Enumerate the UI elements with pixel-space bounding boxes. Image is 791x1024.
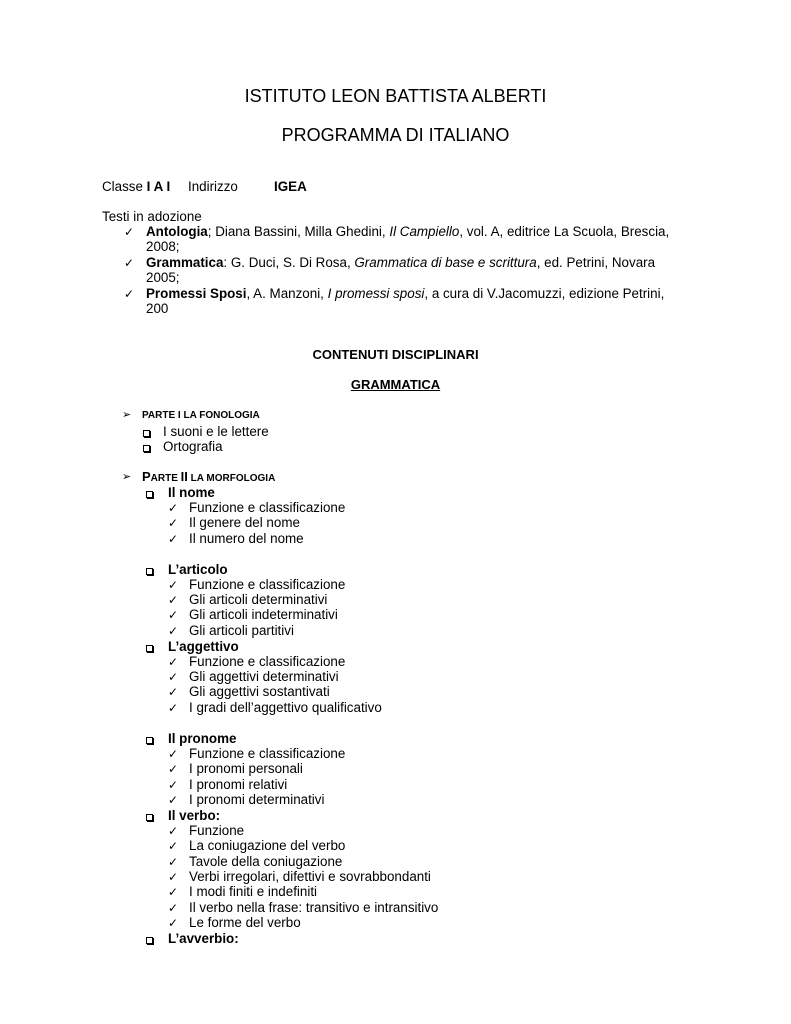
section-title: L’articolo: [168, 562, 228, 577]
list-item: Gli aggettivi determinativi: [189, 669, 339, 684]
part1-label: PARTE I LA FONOLOGIA: [142, 410, 260, 421]
list-item: Funzione e classificazione: [189, 654, 346, 669]
list-item: I gradi dell’aggettivo qualificativo: [189, 700, 382, 715]
square-bullet-icon: [146, 814, 153, 821]
arrow-bullet-icon: ➢: [122, 471, 132, 483]
checkmark-icon: ✓: [168, 778, 179, 792]
checkmark-icon: ✓: [168, 839, 179, 853]
checkmark-icon: ✓: [168, 593, 179, 607]
text-item-title: Grammatica: [146, 255, 224, 270]
square-bullet-icon: [146, 491, 153, 498]
class-value: I A I: [146, 179, 171, 194]
checkmark-icon: ✓: [168, 824, 179, 838]
list-item: Funzione e classificazione: [189, 577, 346, 592]
section-title: Il verbo:: [168, 808, 221, 823]
square-bullet-icon: [146, 937, 153, 944]
text-item-year: 2008;: [146, 239, 180, 254]
list-item: Funzione e classificazione: [189, 500, 346, 515]
checkmark-icon: ✓: [124, 287, 135, 301]
checkmark-icon: ✓: [168, 916, 179, 930]
text-item-authors: ; Diana Bassini, Milla Ghedini,: [207, 224, 390, 239]
square-bullet-icon: [146, 737, 153, 744]
checkmark-icon: ✓: [168, 870, 179, 884]
checkmark-icon: ✓: [168, 532, 179, 546]
text-item-book: Grammatica di base e scrittura: [354, 255, 537, 270]
address-label: Indirizzo: [188, 179, 238, 194]
arrow-bullet-icon: ➢: [122, 409, 132, 421]
text-item-book: I promessi sposi: [327, 286, 425, 301]
square-bullet-icon: [146, 568, 153, 575]
address-value: IGEA: [274, 179, 307, 194]
class-label: Classe: [102, 179, 143, 194]
part2-label-rest: LA MORFOLOGIA: [187, 473, 276, 484]
section-title: Il nome: [168, 485, 215, 500]
square-bullet-icon: [143, 430, 150, 437]
list-item: Verbi irregolari, difettivi e sovrabbondanti: [189, 869, 431, 884]
checkmark-icon: ✓: [124, 256, 135, 270]
checkmark-icon: ✓: [168, 747, 179, 761]
part2-label: [142, 469, 275, 484]
list-item: I suoni e le lettere: [163, 424, 269, 439]
section-title: L’aggettivo: [168, 639, 239, 654]
contents-heading: CONTENUTI DISCIPLINARI: [312, 347, 479, 362]
square-bullet-icon: [143, 445, 150, 452]
list-item: Funzione: [189, 823, 245, 838]
checkmark-icon: ✓: [168, 885, 179, 899]
text-item-publisher: , vol. A, editrice La Scuola, Brescia,: [459, 224, 670, 239]
checkmark-icon: ✓: [168, 670, 179, 684]
checkmark-icon: ✓: [168, 685, 179, 699]
institute-title: ISTITUTO LEON BATTISTA ALBERTI: [244, 86, 547, 106]
text-item-year: 200: [146, 301, 169, 316]
checkmark-icon: ✓: [168, 516, 179, 530]
section-title: L’avverbio:: [168, 931, 239, 946]
list-item: I modi finiti e indefiniti: [189, 884, 318, 899]
checkmark-icon: ✓: [168, 655, 179, 669]
checkmark-icon: ✓: [168, 578, 179, 592]
part2-label-initial: P: [142, 469, 151, 484]
list-item: Il numero del nome: [189, 531, 304, 546]
section-title: Il pronome: [168, 731, 237, 746]
text-item-publisher: , a cura di V.Jacomuzzi, edizione Petrini,: [424, 286, 665, 301]
checkmark-icon: ✓: [168, 608, 179, 622]
grammar-heading: GRAMMATICA: [350, 377, 441, 392]
list-item: Gli articoli partitivi: [189, 623, 294, 638]
texts-heading: Testi in adozione: [102, 209, 202, 224]
list-item: I pronomi personali: [189, 761, 303, 776]
checkmark-icon: ✓: [168, 855, 179, 869]
list-item: La coniugazione del verbo: [189, 838, 346, 853]
text-item-title: Promessi Sposi: [146, 286, 247, 301]
text-item-year: 2005;: [146, 270, 180, 285]
text-item-authors: , A. Manzoni,: [246, 286, 328, 301]
square-bullet-icon: [146, 645, 153, 652]
text-item-book: Il Campiello: [389, 224, 460, 239]
checkmark-icon: ✓: [168, 701, 179, 715]
checkmark-icon: ✓: [168, 901, 179, 915]
text-item-publisher: , ed. Petrini, Novara: [536, 255, 656, 270]
text-item-title: Antologia: [146, 224, 208, 239]
part2-label-number: II: [180, 469, 188, 484]
checkmark-icon: ✓: [168, 793, 179, 807]
checkmark-icon: ✓: [168, 762, 179, 776]
list-item: I pronomi determinativi: [189, 792, 325, 807]
list-item: Funzione e classificazione: [189, 746, 346, 761]
text-item-authors: : G. Duci, S. Di Rosa,: [223, 255, 355, 270]
text-item-antologia: [146, 224, 669, 239]
list-item: Gli articoli indeterminativi: [189, 607, 338, 622]
checkmark-icon: ✓: [168, 624, 179, 638]
list-item: Il verbo nella frase: transitivo e intransitivo: [189, 900, 439, 915]
checkmark-icon: ✓: [168, 501, 179, 515]
list-item: Le forme del verbo: [189, 915, 301, 930]
list-item: Il genere del nome: [189, 515, 300, 530]
text-item-grammatica: [146, 255, 655, 270]
part2-label-arte: ARTE: [150, 473, 181, 484]
list-item: Gli articoli determinativi: [189, 592, 328, 607]
list-item: I pronomi relativi: [189, 777, 288, 792]
checkmark-icon: ✓: [124, 225, 135, 239]
program-title: PROGRAMMA DI ITALIANO: [281, 125, 510, 145]
class-info: [102, 179, 170, 194]
list-item: Ortografia: [163, 439, 223, 454]
text-item-promessi-sposi: [146, 286, 664, 301]
list-item: Tavole della coniugazione: [189, 854, 343, 869]
list-item: Gli aggettivi sostantivati: [189, 684, 330, 699]
